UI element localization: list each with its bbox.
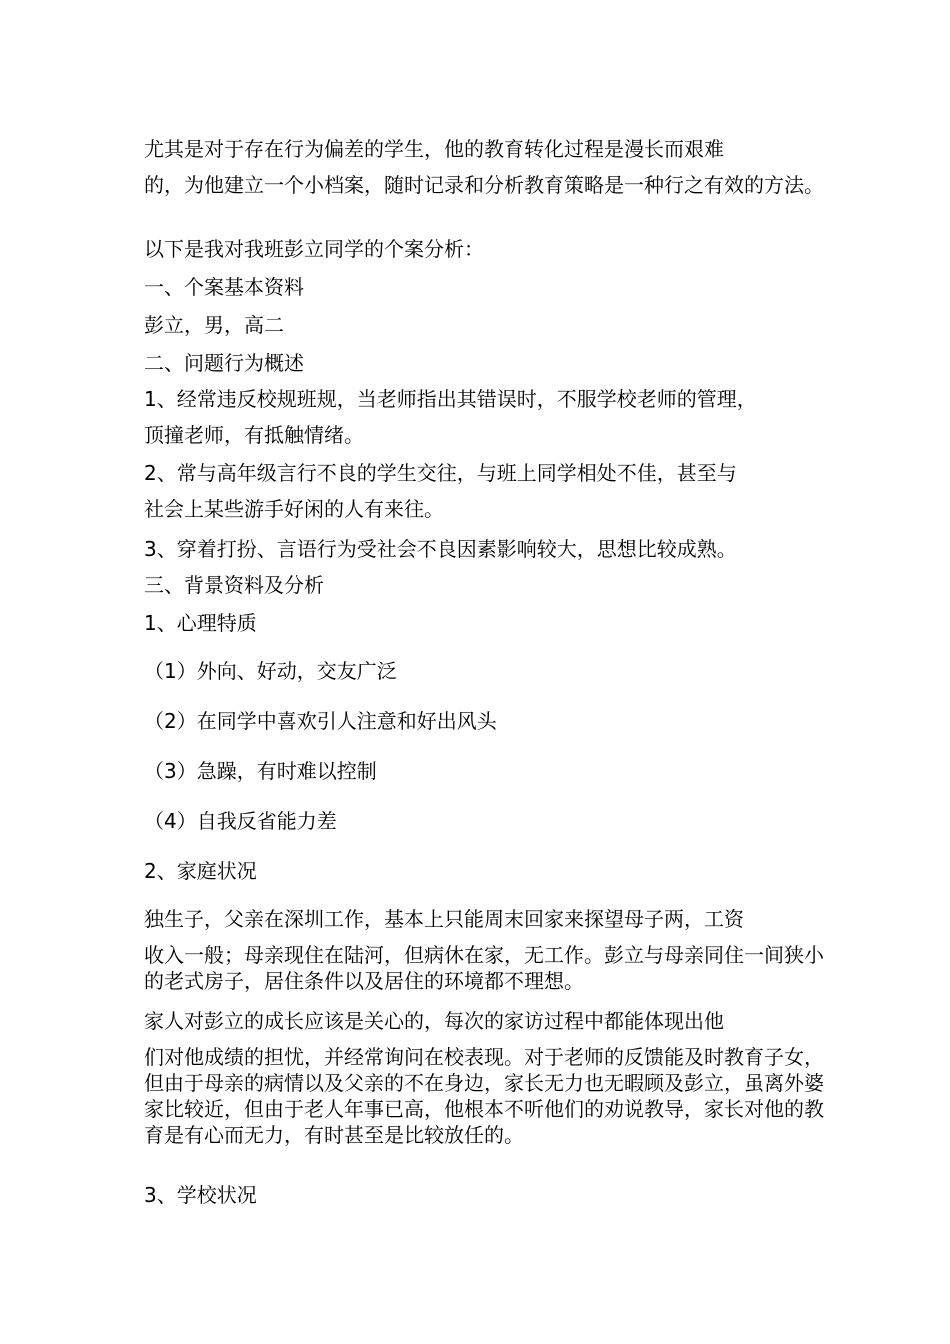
section2-item2-line-rest: 社会上某些游手好闲的人有来往。 bbox=[144, 497, 444, 521]
section3-sub2-heading: 2、家庭状况 bbox=[144, 859, 257, 883]
intro-paragraph bbox=[144, 136, 824, 198]
trait-item: （3）急躁，有时难以控制 bbox=[144, 759, 377, 783]
section2-item3: 3、穿着打扮、言语行为受社会不良因素影响较大，思想比较成熟。 bbox=[144, 537, 737, 561]
family-paragraph-1 bbox=[144, 906, 824, 994]
intro-case-analysis: 以下是我对我班彭立同学的个案分析： bbox=[144, 237, 484, 261]
section3-heading: 三、背景资料及分析 bbox=[144, 573, 324, 597]
section3-sub3-heading: 3、学校状况 bbox=[144, 1183, 257, 1207]
section3-sub1-heading: 1、心理特质 bbox=[144, 611, 257, 635]
intro-line-1: 尤其是对于存在行为偏差的学生，他的教育转化过程是漫长而艰难 bbox=[144, 137, 724, 161]
family-paragraph-1-line-rest: 收入一般；母亲现住在陆河，但病休在家，无工作。彭立与母亲同住一间狭小的老式房子，居住条件以及居住的环境都不理想。 bbox=[144, 943, 824, 993]
section2-item1 bbox=[144, 386, 824, 448]
section1-heading: 一、个案基本资料 bbox=[144, 275, 304, 299]
intro-line-rest: 的，为他建立一个小档案，随时记录和分析教育策略是一种行之有效的方法。 bbox=[144, 173, 824, 197]
section2-item1-line-1: 1、经常违反校规班规，当老师指出其错误时，不服学校老师的管理， bbox=[144, 387, 757, 411]
family-paragraph-1-line-1: 独生子，父亲在深圳工作，基本上只能周末回家来探望母子两，工资 bbox=[144, 907, 744, 931]
family-paragraph-2-line-1: 家人对彭立的成长应该是关心的，每次的家访过程中都能体现出他 bbox=[144, 1009, 724, 1033]
section2-heading: 二、问题行为概述 bbox=[144, 351, 304, 375]
section1-content: 彭立，男，高二 bbox=[144, 313, 284, 337]
family-paragraph-2 bbox=[144, 1008, 824, 1148]
section2-item2 bbox=[144, 460, 824, 522]
trait-item: （2）在同学中喜欢引人注意和好出风头 bbox=[144, 709, 497, 733]
family-paragraph-2-line-rest: 们对他成绩的担忧，并经常询问在校表现。对于老师的反馈能及时教育子女，但由于母亲的病情以及父亲的不在身边，家长无力也无暇顾及彭立，虽离外婆家比较近，但由于老人年事已高，他根本不听他们的劝说教导，家长对他的教育是有心而无力，有时甚至是比较放任的。 bbox=[144, 1045, 824, 1147]
section2-item2-line-1: 2、常与高年级言行不良的学生交往，与班上同学相处不佳，甚至与 bbox=[144, 461, 737, 485]
section2-item1-line-rest: 顶撞老师，有抵触情绪。 bbox=[144, 423, 364, 447]
trait-item: （1）外向、好动，交友广泛 bbox=[144, 659, 397, 683]
trait-item: （4）自我反省能力差 bbox=[144, 809, 337, 833]
